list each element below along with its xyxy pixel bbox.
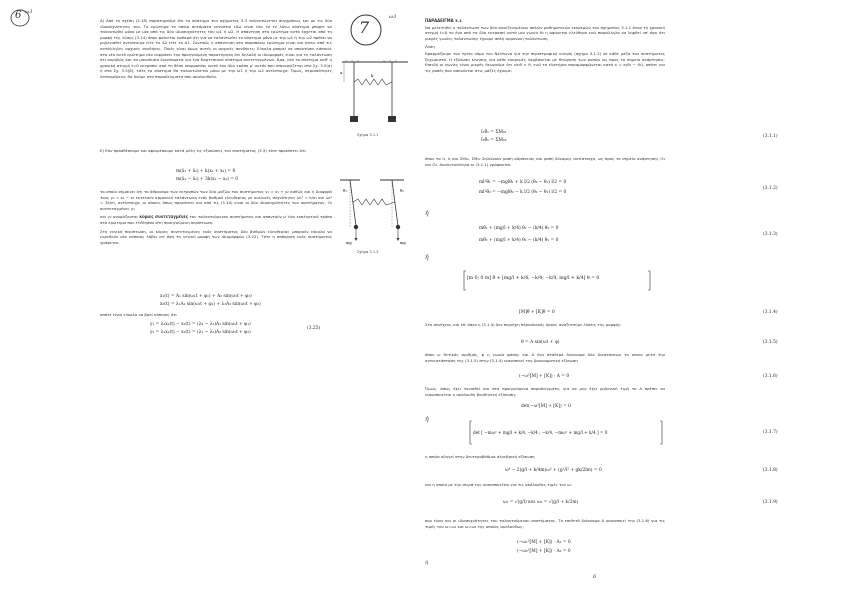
equation-314: [M]θ̈ + [K]θ = 0 [519,310,555,315]
equation-312-a: ml²θ̈₁ = −mglθ₁ + k l/2 (θ₂ − θ₁) l/2 = 0 [479,180,567,185]
paragraph-substitution [425,352,665,366]
figure-3-1-2-theta2: θ₂ [400,188,405,193]
right-page [421,0,842,595]
solution-text: Εφαρμόζουμε τον τρίτο νόμο του Νεύτωνα για την περιστροφική κίνηση (σχήμα 3.1.2) σε κάθε μάζα του συστήματος ξεχωριστά. Η εξίσωση κίνησης για κάθε εκκρεμές λαμβάνεται με θεώρηση των ροπών ως προς το σημείο ανάρτησης. Επειδή οι γωνίες είναι μικρές θεωρούμε ότι sinθ ≈ θ, ενώ το ελατήριο παραμορφώνεται κατά x = a(θ₁ − θ₂), οπότε για τις ροπές που ασκούνται στις μάζες έχουμε: [425,50,665,73]
equation-number-318: (3.1.8) [763,468,778,473]
equation-311-a: I₁θ̈₁ = ΣM₀₁ [481,130,507,135]
paragraph-nontrivial [425,386,665,400]
equation-number-316: (3.1.6) [763,374,778,379]
equation-final-a: (−ω₁²[M] + [K]) · A₁ = 0 [517,540,571,545]
margin-mark-3: ή [425,416,429,423]
margin-mark-2: ή [425,254,429,261]
figure-3-1-1-label-a: a [340,70,343,75]
corner-mark-note: ω3 [25,9,33,15]
equation-316: (−ω²[M] + [K]) · A = 0 [519,374,570,379]
equation-number-311: (3.1.1) [763,134,778,139]
paragraph-roots-text: και η οποία με την σειρά της ικανοποιείται για τις ακόλουθες τιμές του ω: [425,482,572,487]
equation-number-325: (3.25) [307,326,321,331]
example-intro: Να μελετηθεί η ταλάντωση των δύο συνεζευγμένων απλών μαθηματικών εκκρεμών του σχήματος 3.1.1 όταν τη χρονική στιγμή t=0 το ένα από τα δύο εκτραπεί κατά μια γωνία θ₀ η αφήνεται ελεύθερο ενώ παράλληλα να ληφθεί υπ' όψη ότι μικρές γωνίες ταλάντωσης έχουμε απλή αρμονική ταλάντωση. [425,24,665,41]
equation-sum-2: m(ẍ₁ − ẍ₂) + 3k(x₁ − x₂) = 0 [176,177,239,182]
example-intro-block [425,18,665,76]
example-title: ΠΑΡΑΔΕΙΓΜΑ 3.1 [425,18,462,23]
paragraph-seek-text: Στη συνέχεια, και επ' όσον η (3.1.4) δεν περιέχει περιοδικούς όρους αναζητούμε λύσεις της μορφής: [425,322,622,327]
paragraph-principal [100,189,332,248]
paragraph-hence [100,312,332,321]
paragraph-moments-text: όπου τα I₁, I₂ και ΣM₀₁, ΣM₀₂ δηλώνουν ροπή αδράνειας και ροπή δύναμης αντίστοιχα, ως προς το σημείο ανάρτησης Ο₁ και Ο₂. Αναλυτικότερα οι (3.1.1) γράφονται: [425,156,665,167]
equation-number-312: (3.1.2) [763,186,778,191]
paragraph-eigen [425,518,665,532]
matrix-equation: [m 0; 0 m] θ̈ + [mg/l + k/4, −k/4; −k/4, mg/l + k/4] θ = 0 [467,276,600,281]
figure-3-1-2-caption: Σχήμα 3.1.2 [357,250,379,254]
paragraph-hence-text: οπότε είναι εύκολο να βρεί κάποιος ότι [100,312,177,317]
paragraph-after-sum: το οποίο σημαίνει ότι το άθροισμα των εκτροπών των δύο μαζών του συστήματος y₁ = x₁ + x₂ καθώς και η διαφορά τους y₂ = x₁ − x₂ εκτελούν αρμονική ταλάντωση ενός βαθμού ελευθερίας με κυκλικές συχνότητες ω₁² = k/m και ω₂² = 3k/m, αντίστοιχα, οι οποίες όπως προκύπτει και από τις (3.10) είναι οι δύο ιδιοσυχνότητες του συστήματος. Οι συντεταγμένες y₁ [100,189,332,211]
equation-number-317: (3.1.7) [763,430,778,435]
equation-number-313: (3.1.3) [763,232,778,237]
equation-318: ω⁴ − 2(g/l + k/4m)ω² + (g²/l² + gk/2lm) = 0 [505,468,602,473]
figure-3-1-1-caption: Σχήμα 3.1.1 [357,133,379,137]
paragraph-delta-text: Δ) Από τη σχέση (3.18) παρατηρούμε ότι το σύστημα του σχήματος 3.3 ταλαντώνεται συγχρόνως και με τις δύο ιδιοσυχνότητες του. Το ερώτημα το οποίο αυτόματα γεννάται εδώ είναι εάν το εν λόγω σύστημα μπορεί να ταλαντωθεί μόνο με μία από τις δύο ιδιοσυχνότητες του ω1 ή ω2. Η απάντηση στο ερώτημα αυτό έρχεται από τη μορφή της λύσης (3.14) όπου φαίνεται καθαρά ότι για να ταλαντωθεί το σύστημα μόνο με την ω1 ή την ω2 πρέπει να μηδενισθεί αντίστοιχα είτε το A2 είτε το A1. Συνεπώς η απάντηση στο παραπάνω ερώτημα είναι και κάτω από τις κατάλληλες αρχικές συνθήκες. Ποιές είναι όμως αυτές οι αρχικές συνθήκες; Εύκολα μπορεί να απαντήσει κάποιος στο νέο αυτό ερώτημα εάν εκφράσει την προηγούμενη παρατήρηση ότι δηλαδή οι ιδιομορφές είναι για τη ταλάντωση ότι ακριβώς και τα μοναδιαία διανύσματα για ένα Καρτεσιανό σύστημα συντεταγμένων. Άρα, εάν το σύστημα καθ' η χρονική στιγμή t=0 εκτραπεί από τη θέση ισορροπίας κατά τον ίδιο τρόπο μ' αυτόν που απεικονίζεται στο Σχ. 3.5(α) ή στο Σχ. 3.5(β), τότε το σύστημα θα ταλαντώνεται μόνο με την ω1 ή την ω2 αντίστοιχα. Όμως, περισσότερες λεπτομέρειες θα δούμε στα παραδείγματα που ακολουθούν. [100,18,332,79]
equation-319: ω₁ = √(g/l) και ω₂ = √(g/l + k/2m) [503,500,579,505]
equation-317: det [ −mω² + mg/l + k/4, −k/4 ; −k/4, −mω² + mg/l + k/4 ] = 0 [473,430,608,435]
paragraph-eigen-text: που είναι και οι ιδιοσυχνότητες του ταλαντούμενου συστήματος. Το επιθετό διάνυσμα A ικανοποιεί την (3.1.6) για τις τιμές του ω=ω₁ και ω=ω₂ της οποίας ακολούθως: [425,518,665,529]
paragraph-e-text: Ε) Εάν προσθέσουμε και αφαιρέσουμε κατά μέλη τις εξισώσεις του συστήματος (3.3) τότε προκύπτει ότι: [100,148,307,153]
paragraph-moments [425,156,665,170]
paragraph-substitution-text: όπου ω θετικός αριθμός, φ η γωνία φάσης και A ένα σταθερό διάνυσμα δύο διαστάσεων το οποίο μετά την αντικατάσταση της (3.1.5) στην (3.1.4) ικανοποιεί την διανυσματική εξίσωση [425,352,665,363]
equation-number-315: (3.1.5) [763,340,778,345]
equation-312-b: ml²θ̈₂ = −mglθ₂ − k l/2 (θ₂ − θ₁) l/2 = 0 [479,190,567,195]
equation-315: θ = A sin(ωt + φ) [521,340,560,345]
paragraph-general: Στη γενική περίπτωση, οι κύριες συντεταγμένες ενός συστήματος δύο βαθμών ελευθερίας μπορούν εύκολα να ευρεθούν εάν κάποιος λάβει υπ' όψη τη γενική μορφή των ιδιομορφών (3.22). Τότε η απόκριση ενός συστήματος γράφεται: [100,228,332,245]
principal-bold: κύριες συντεταγμένες [139,214,189,220]
principal-a: και y₂ ονομάζονται [100,214,138,220]
principal-c: του ταλαντούμενου συστήματος και απαντούν μ' ένα εκπληκτικό τρόπο στο ερώτημα που ετέθησαν στη προηγούμενη περίπτωση. [100,214,332,225]
equation-final-b: (−ω₂²[M] + [K]) · A₂ = 0 [517,549,571,554]
figure-3-1-1-label-k: k [371,73,374,78]
paragraph-roots [425,482,665,491]
paragraph-e [100,148,332,157]
paragraph-principal-coords [100,214,332,225]
equation-y1: y₁ = λ₂x₁(t) − x₂(t) = (λ₂ − λ₁)A₁ sin(ω₁t + φ₁) [150,322,251,327]
paragraph-seek [425,322,665,331]
equation-x1: x₁(t) = A₁ sin(ω₁t + φ₁) + A₂ sin(ω₂t + φ₂) [160,294,252,299]
equation-313-b: mθ̈₂ + (mg/l + k/4) θ₂ − (k/4) θ₁ = 0 [479,238,559,243]
equation-y2: y₂ = λ₁x₁(t) − x₂(t) = (λ₁ − λ₂)A₂ sin(ω₂t + φ₂) [150,330,251,335]
corner-mark-number: 6 [15,10,22,21]
equation-number-314: (3.1.4) [763,310,778,315]
matrix-brackets [463,270,653,292]
equation-313-a: mθ̈₁ + (mg/l + k/4) θ₁ − (k/4) θ₂ = 0 [479,226,559,231]
equation-number-319: (3.1.9) [763,500,778,505]
figure-3-1-2 [334,176,414,246]
equation-311-b: I₂θ̈₂ = ΣM₀₂ [481,138,507,143]
equation-det: det(−ω²[M] + [K]) = 0 [521,404,571,409]
bottom-mark: ή [425,560,428,566]
determinant-brackets [469,420,669,446]
paragraph-delta [100,18,332,83]
figure-3-1-2-mg2: mg [400,241,406,245]
paragraph-nontrivial-text: Όμως, όπως έχει τονισθεί και στα προηγούμενα παραδείγματα, για να μην έχει μηδενική τιμή το A πρέπει να ικανοποιείται η ακόλουθη βοηθητική εξίσωση: [425,386,665,397]
figure-3-1-2-mg1: mg [346,241,352,245]
margin-mark-1: ή [425,210,429,217]
figure-3-1-2-theta1: θ₁ [343,188,348,193]
page-foot-mark: 6 [593,574,597,580]
circle-mark-number: 7 [359,18,370,37]
circle-mark-note: ω3 [389,14,397,20]
paragraph-algebraic-text: η οποία οδηγεί στην δευτεροβάθμια αλγεβρική εξίσωση [425,454,535,459]
equation-sum-1: m(ẍ₁ + ẍ₂) + k(x₁ + x₂) = 0 [176,169,236,174]
paragraph-algebraic [425,454,665,463]
equation-x2: x₂(t) = λ₁A₁ sin(ω₁t + φ₁) + λ₂A₂ sin(ω₂t + φ₂) [160,302,261,307]
figure-3-1-1 [340,60,410,130]
solution-heading: Λύση [425,44,435,50]
